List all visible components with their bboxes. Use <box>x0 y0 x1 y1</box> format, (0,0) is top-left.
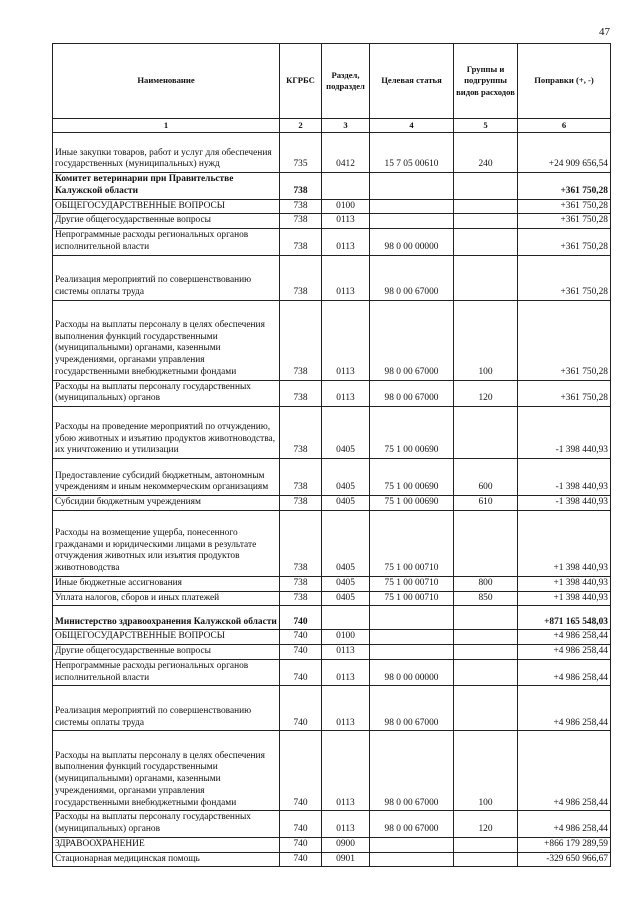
cell-amendment: -1 398 440,93 <box>518 459 611 496</box>
cell-kgrbs: 738 <box>280 199 322 214</box>
cell-kgrbs: 738 <box>280 510 322 576</box>
cell-expense-group: 240 <box>454 133 518 173</box>
cell-target-article: 75 1 00 00710 <box>370 591 454 606</box>
cell-expense-group <box>454 686 518 731</box>
cell-expense-group <box>454 852 518 867</box>
cell-name: Расходы на возмещение ущерба, понесенного гражданами и юридическими лицами в результате отчуждения животных или изъятия продуктов животноводства <box>53 510 280 576</box>
cell-name: Другие общегосударственные вопросы <box>53 645 280 660</box>
header-target-article: Целевая статья <box>370 44 454 119</box>
cell-name: Расходы на выплаты персоналу государственных (муниципальных) органов <box>53 811 280 838</box>
cell-section: 0113 <box>322 645 370 660</box>
cell-amendment: +4 986 258,44 <box>518 645 611 660</box>
table-row <box>53 407 611 459</box>
cell-name: Реализация мероприятий по совершенствованию системы оплаты труда <box>53 255 280 300</box>
cell-name: ЗДРАВООХРАНЕНИЕ <box>53 837 280 852</box>
cell-name: Министерство здравоохранения Калужской области <box>53 606 280 630</box>
cell-kgrbs: 740 <box>280 852 322 867</box>
cell-expense-group <box>454 630 518 645</box>
cell-name: Непрограммные расходы региональных органов исполнительной власти <box>53 229 280 256</box>
cell-target-article <box>370 852 454 867</box>
cell-expense-group: 120 <box>454 380 518 407</box>
cell-amendment: +4 986 258,44 <box>518 659 611 686</box>
table-row <box>53 591 611 606</box>
cell-amendment: +361 750,28 <box>518 199 611 214</box>
cell-name: Стационарная медицинская помощь <box>53 852 280 867</box>
cell-section: 0405 <box>322 407 370 459</box>
cell-kgrbs: 738 <box>280 214 322 229</box>
cell-name: Расходы на выплаты персоналу в целях обеспечения выполнения функций государственными (муниципальными) органами, казенными учреждениями, органами управления государственными внебюджетными фондами <box>53 300 280 380</box>
cell-section: 0113 <box>322 380 370 407</box>
cell-name: Уплата налогов, сборов и иных платежей <box>53 591 280 606</box>
cell-amendment: -1 398 440,93 <box>518 407 611 459</box>
cell-amendment: +361 750,28 <box>518 173 611 200</box>
header-kgrbs: КГРБС <box>280 44 322 119</box>
table-row <box>53 496 611 511</box>
cell-section: 0405 <box>322 576 370 591</box>
cell-name: Расходы на выплаты персоналу государственных (муниципальных) органов <box>53 380 280 407</box>
cell-target-article: 75 1 00 00690 <box>370 407 454 459</box>
header-section: Раздел, подраздел <box>322 44 370 119</box>
cell-section: 0113 <box>322 214 370 229</box>
cell-section: 0113 <box>322 659 370 686</box>
cell-kgrbs: 740 <box>280 731 322 811</box>
cell-section: 0900 <box>322 837 370 852</box>
cell-target-article <box>370 645 454 660</box>
table-row <box>53 645 611 660</box>
cell-section: 0113 <box>322 686 370 731</box>
cell-expense-group <box>454 229 518 256</box>
cell-expense-group <box>454 255 518 300</box>
table-row <box>53 173 611 200</box>
table-row <box>53 837 611 852</box>
cell-amendment: +4 986 258,44 <box>518 811 611 838</box>
cell-target-article: 98 0 00 67000 <box>370 811 454 838</box>
cell-target-article: 98 0 00 00000 <box>370 659 454 686</box>
cell-expense-group <box>454 214 518 229</box>
cell-name: Расходы на проведение мероприятий по отчуждению, убою животных и изъятию продуктов животноводства, их уничтожению и утилизации <box>53 407 280 459</box>
cell-kgrbs: 738 <box>280 380 322 407</box>
table-row <box>53 133 611 173</box>
cell-name: Иные закупки товаров, работ и услуг для обеспечения государственных (муниципальных) нужд <box>53 133 280 173</box>
cell-amendment: +4 986 258,44 <box>518 630 611 645</box>
table-row <box>53 255 611 300</box>
table-row <box>53 300 611 380</box>
cell-section: 0405 <box>322 591 370 606</box>
header-index: 3 <box>322 119 370 133</box>
cell-name: Субсидии бюджетным учреждениям <box>53 496 280 511</box>
cell-section: 0901 <box>322 852 370 867</box>
cell-name: Иные бюджетные ассигнования <box>53 576 280 591</box>
cell-kgrbs: 740 <box>280 837 322 852</box>
cell-kgrbs: 738 <box>280 300 322 380</box>
table-row <box>53 199 611 214</box>
cell-kgrbs: 738 <box>280 591 322 606</box>
cell-expense-group <box>454 659 518 686</box>
cell-amendment: +871 165 548,03 <box>518 606 611 630</box>
table-row <box>53 852 611 867</box>
cell-expense-group: 850 <box>454 591 518 606</box>
header-index: 5 <box>454 119 518 133</box>
table-row <box>53 576 611 591</box>
cell-amendment: -1 398 440,93 <box>518 496 611 511</box>
header-index: 2 <box>280 119 322 133</box>
table-row <box>53 731 611 811</box>
cell-kgrbs: 740 <box>280 606 322 630</box>
cell-amendment: +361 750,28 <box>518 229 611 256</box>
table-row <box>53 659 611 686</box>
header-index: 4 <box>370 119 454 133</box>
cell-expense-group <box>454 606 518 630</box>
cell-target-article: 15 7 05 00610 <box>370 133 454 173</box>
cell-target-article: 75 1 00 00690 <box>370 459 454 496</box>
table-row <box>53 229 611 256</box>
cell-target-article <box>370 630 454 645</box>
cell-expense-group <box>454 510 518 576</box>
table-row <box>53 380 611 407</box>
cell-expense-group <box>454 837 518 852</box>
cell-amendment: +1 398 440,93 <box>518 591 611 606</box>
cell-expense-group <box>454 407 518 459</box>
table-row <box>53 606 611 630</box>
cell-kgrbs: 738 <box>280 255 322 300</box>
header-index: 1 <box>53 119 280 133</box>
cell-amendment: +361 750,28 <box>518 380 611 407</box>
cell-expense-group <box>454 199 518 214</box>
cell-expense-group: 800 <box>454 576 518 591</box>
cell-target-article <box>370 214 454 229</box>
cell-amendment: +1 398 440,93 <box>518 576 611 591</box>
cell-target-article: 98 0 00 67000 <box>370 686 454 731</box>
cell-section: 0113 <box>322 731 370 811</box>
table-row <box>53 214 611 229</box>
cell-target-article: 75 1 00 00690 <box>370 496 454 511</box>
cell-name: ОБЩЕГОСУДАРСТВЕННЫЕ ВОПРОСЫ <box>53 199 280 214</box>
cell-section: 0113 <box>322 229 370 256</box>
header-index: 6 <box>518 119 611 133</box>
cell-kgrbs: 740 <box>280 659 322 686</box>
cell-name: Расходы на выплаты персоналу в целях обеспечения выполнения функций государственными (муниципальными) органами, казенными учреждениями, органами управления государственными внебюджетными фондами <box>53 731 280 811</box>
cell-amendment: +1 398 440,93 <box>518 510 611 576</box>
cell-amendment: +361 750,28 <box>518 300 611 380</box>
cell-amendment: +4 986 258,44 <box>518 686 611 731</box>
cell-target-article <box>370 837 454 852</box>
cell-section: 0405 <box>322 510 370 576</box>
cell-kgrbs: 738 <box>280 173 322 200</box>
cell-name: ОБЩЕГОСУДАРСТВЕННЫЕ ВОПРОСЫ <box>53 630 280 645</box>
table-row <box>53 459 611 496</box>
budget-amendments-table <box>52 43 611 867</box>
cell-kgrbs: 738 <box>280 496 322 511</box>
cell-name: Комитет ветеринарии при Правительстве Калужской области <box>53 173 280 200</box>
cell-expense-group <box>454 173 518 200</box>
cell-section: 0412 <box>322 133 370 173</box>
cell-amendment: +361 750,28 <box>518 214 611 229</box>
table-row <box>53 686 611 731</box>
header-name: Наименование <box>53 44 280 119</box>
cell-kgrbs: 735 <box>280 133 322 173</box>
cell-kgrbs: 738 <box>280 576 322 591</box>
cell-target-article: 75 1 00 00710 <box>370 510 454 576</box>
cell-amendment: +24 909 656,54 <box>518 133 611 173</box>
cell-section: 0100 <box>322 199 370 214</box>
cell-section: 0405 <box>322 496 370 511</box>
table-row <box>53 510 611 576</box>
cell-target-article <box>370 199 454 214</box>
cell-kgrbs: 740 <box>280 811 322 838</box>
cell-expense-group: 120 <box>454 811 518 838</box>
header-expense-groups: Группы и подгруппы видов расходов <box>454 44 518 119</box>
cell-kgrbs: 740 <box>280 645 322 660</box>
cell-section: 0113 <box>322 811 370 838</box>
cell-expense-group: 600 <box>454 459 518 496</box>
cell-name: Непрограммные расходы региональных органов исполнительной власти <box>53 659 280 686</box>
cell-kgrbs: 740 <box>280 630 322 645</box>
cell-name: Предоставление субсидий бюджетным, автономным учреждениям и иным некоммерческим организациям <box>53 459 280 496</box>
cell-target-article: 98 0 00 67000 <box>370 300 454 380</box>
page-number: 47 <box>599 26 610 38</box>
cell-expense-group: 610 <box>454 496 518 511</box>
cell-kgrbs: 738 <box>280 407 322 459</box>
cell-target-article: 98 0 00 67000 <box>370 255 454 300</box>
cell-target-article: 98 0 00 67000 <box>370 731 454 811</box>
cell-expense-group <box>454 645 518 660</box>
cell-amendment: -329 650 966,67 <box>518 852 611 867</box>
cell-kgrbs: 740 <box>280 686 322 731</box>
cell-target-article: 98 0 00 67000 <box>370 380 454 407</box>
cell-target-article: 98 0 00 00000 <box>370 229 454 256</box>
cell-section: 0405 <box>322 459 370 496</box>
table-row <box>53 630 611 645</box>
cell-target-article <box>370 606 454 630</box>
cell-name: Другие общегосударственные вопросы <box>53 214 280 229</box>
cell-section: 0113 <box>322 300 370 380</box>
cell-section <box>322 173 370 200</box>
table-index-row <box>53 119 611 133</box>
header-amendments: Поправки (+, -) <box>518 44 611 119</box>
cell-amendment: +361 750,28 <box>518 255 611 300</box>
cell-expense-group: 100 <box>454 731 518 811</box>
cell-amendment: +4 986 258,44 <box>518 731 611 811</box>
cell-section: 0113 <box>322 255 370 300</box>
cell-name: Реализация мероприятий по совершенствованию системы оплаты труда <box>53 686 280 731</box>
cell-kgrbs: 738 <box>280 459 322 496</box>
cell-expense-group: 100 <box>454 300 518 380</box>
cell-target-article <box>370 173 454 200</box>
cell-section <box>322 606 370 630</box>
cell-target-article: 75 1 00 00710 <box>370 576 454 591</box>
cell-kgrbs: 738 <box>280 229 322 256</box>
cell-amendment: +866 179 289,59 <box>518 837 611 852</box>
table-header-row <box>53 44 611 119</box>
cell-section: 0100 <box>322 630 370 645</box>
table-row <box>53 811 611 838</box>
